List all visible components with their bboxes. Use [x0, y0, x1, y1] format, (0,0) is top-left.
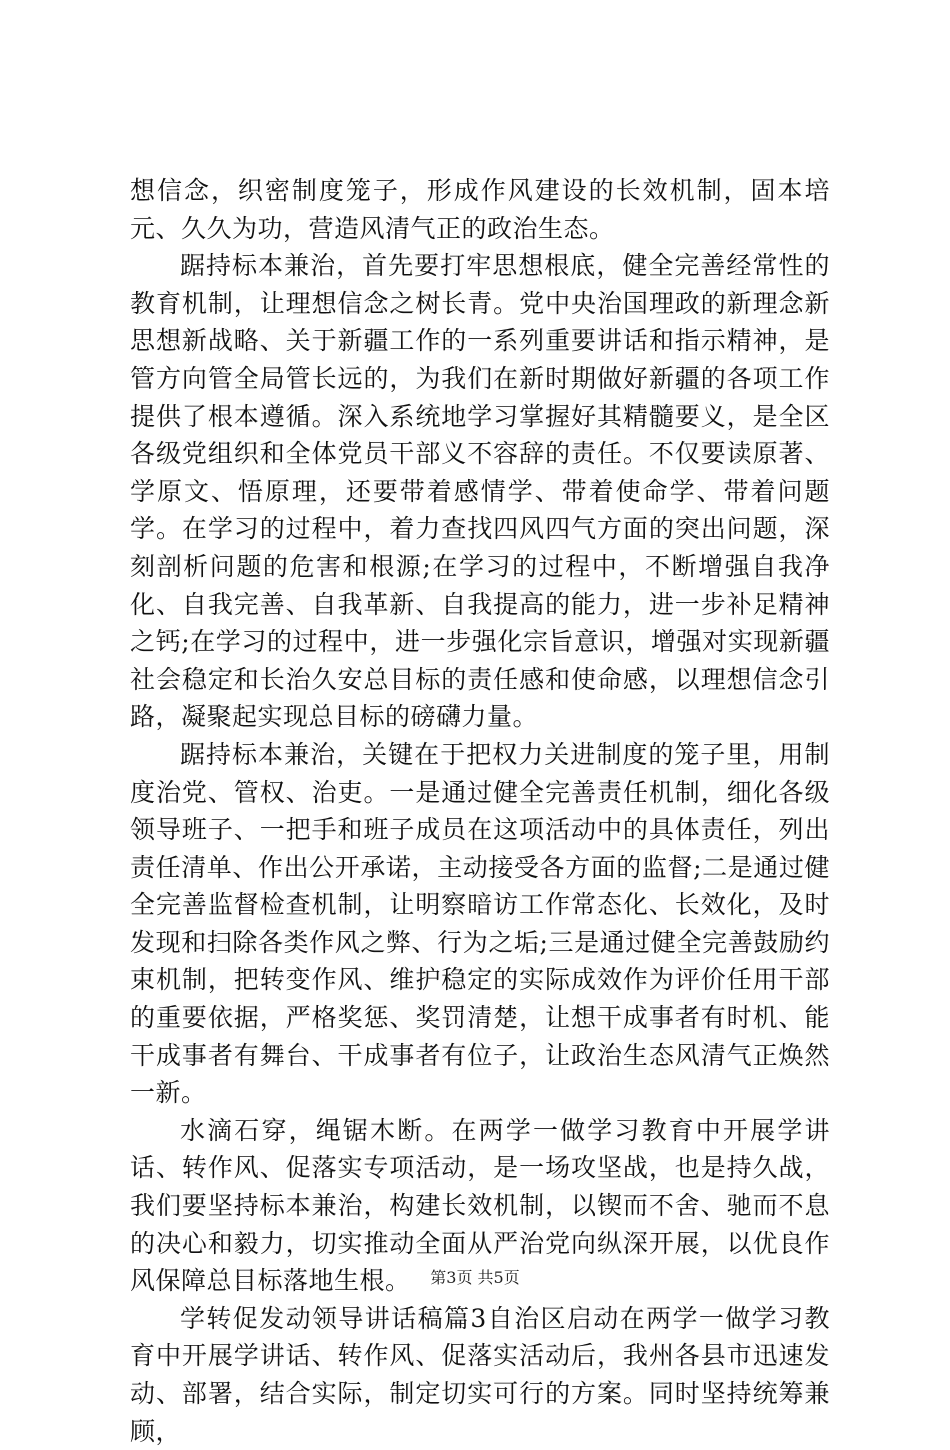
- paragraph: 想信念，织密制度笼子，形成作风建设的长效机制，固本培元、久久为功，营造风清气正的政治生态。: [130, 176, 830, 243]
- paragraph: 踞持标本兼治，首先要打牢思想根底，健全完善经常性的教育机制，让理想信念之树长青。党中央治国理政的新理念新思想新战略、关于新疆工作的一系列重要讲话和指示精神，是管方向管全局管长远的，为我们在新时期做好新疆的各项工作提供了根本遵循。深入系统地学习掌握好其精髓要义，是全区各级党组织和全体党员干部义不容辞的责任。不仅要读原著、学原文、悟原理，还要带着感情学、带着使命学、带着问题学。在学习的过程中，着力查找四风四气方面的突出问题，深刻剖析问题的危害和根源;在学习的过程中，不断增强自我净化、自我完善、自我革新、自我提高的能力，进一步补足精神之钙;在学习的过程中，进一步强化宗旨意识，增强对实现新疆社会稳定和长治久安总目标的责任感和使命感，以理想信念引路，凝聚起实现总目标的磅礴力量。: [130, 251, 830, 732]
- paragraph: 水滴石穿，绳锯木断。在两学一做学习教育中开展学讲话、转作风、促落实专项活动，是一场攻坚战，也是持久战，我们要坚持标本兼治，构建长效机制，以锲而不舍、驰而不息的决心和毅力，切实推动全面从严治党向纵深开展，以优良作风保障总目标落地生根。: [130, 1115, 830, 1296]
- body-text: [130, 172, 830, 1450]
- page-number: 第3页 共5页: [430, 1268, 520, 1287]
- paragraph: 学转促发动领导讲话稿篇3自治区启动在两学一做学习教育中开展学讲话、转作风、促落实活动后，我州各县市迅速发动、部署，结合实际，制定切实可行的方案。同时坚持统筹兼顾，: [130, 1303, 830, 1446]
- page-footer: [0, 1265, 950, 1288]
- paragraph: 踞持标本兼治，关键在于把权力关进制度的笼子里，用制度治党、管权、治吏。一是通过健全完善责任机制，细化各级领导班子、一把手和班子成员在这项活动中的具体责任，列出责任清单、作出公开承诺，主动接受各方面的监督;二是通过健全完善监督检查机制，让明察暗访工作常态化、长效化，及时发现和扫除各类作风之弊、行为之垢;三是通过健全完善鼓励约束机制，把转变作风、维护稳定的实际成效作为评价任用干部的重要依据，严格奖惩、奖罚清楚，让想干成事者有时机、能干成事者有舞台、干成事者有位子，让政治生态风清气正焕然一新。: [130, 739, 830, 1108]
